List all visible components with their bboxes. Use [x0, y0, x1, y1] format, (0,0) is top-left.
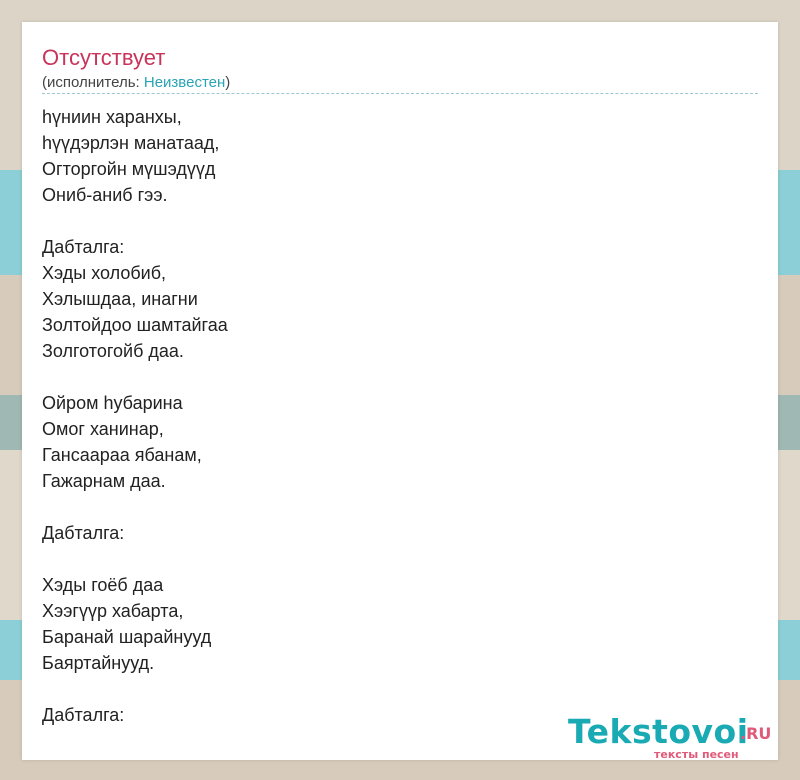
lyrics-line: Хээгүүр хабарта,	[42, 601, 184, 621]
divider	[42, 93, 758, 94]
lyrics-line: Огторгойн мүшэдүүд	[42, 159, 216, 179]
artist-suffix: )	[225, 74, 231, 91]
lyrics-line: Гажарнам даа.	[42, 471, 166, 491]
lyrics-line: Баяртайнууд.	[42, 653, 155, 673]
logo-wordmark: Tekstovoi	[568, 712, 749, 751]
lyrics-line: Дабталга:	[42, 523, 125, 543]
lyrics-card	[22, 22, 778, 760]
lyrics-line: Дабталга:	[42, 705, 125, 725]
logo-tagline: тексты песен	[654, 748, 739, 761]
artist-link[interactable]: Неизвестен	[143, 74, 226, 91]
lyrics-line: Баранай шарайнууд	[42, 627, 212, 647]
site-logo[interactable]	[568, 712, 778, 762]
lyrics-blank-line	[42, 364, 742, 390]
lyrics-line: Хэлышдаа, инагни	[42, 289, 198, 309]
artist-line	[42, 73, 230, 93]
lyrics-blank-line	[42, 676, 742, 702]
lyrics-line: һүниин харанхы,	[42, 107, 182, 127]
logo-domain: .RU	[740, 724, 772, 743]
lyrics-line: Дабталга:	[42, 237, 125, 257]
lyrics-line: Хэды холобиб,	[42, 263, 167, 283]
lyrics-line: Золтойдоо шамтайгаа	[42, 315, 228, 335]
lyrics-text	[42, 104, 742, 728]
lyrics-blank-line	[42, 208, 742, 234]
lyrics-blank-line	[42, 546, 742, 572]
song-title: Отсутствует	[42, 45, 166, 70]
lyrics-line: һүүдэрлэн манатаад,	[42, 133, 220, 153]
artist-prefix: (исполнитель:	[42, 74, 144, 91]
lyrics-line: Ойром һубарина	[42, 393, 183, 413]
lyrics-line: Хэды гоёб даа	[42, 575, 164, 595]
lyrics-blank-line	[42, 494, 742, 520]
lyrics-line: Золготогойб даа.	[42, 341, 184, 361]
lyrics-line: Гансаараа ябанам,	[42, 445, 202, 465]
lyrics-line: Омог ханинар,	[42, 419, 164, 439]
lyrics-line: Ониб-аниб гээ.	[42, 185, 168, 205]
